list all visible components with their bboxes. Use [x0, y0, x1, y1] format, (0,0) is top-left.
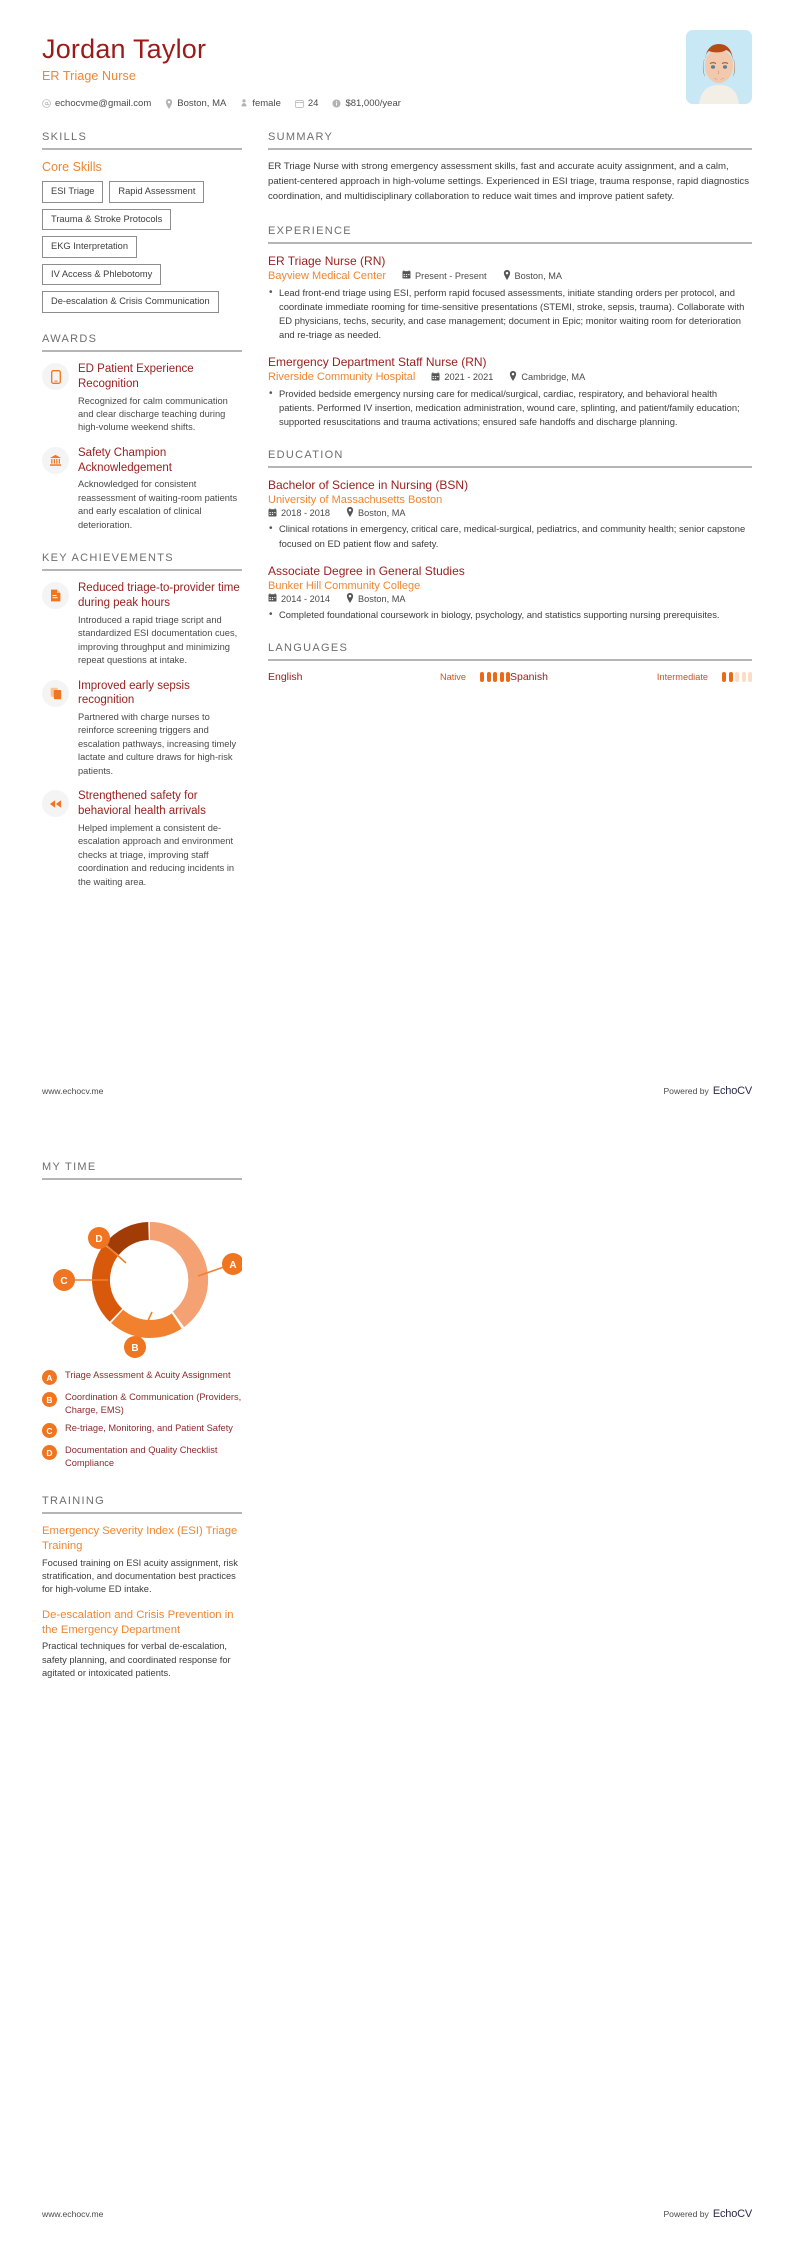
experience-meta	[268, 371, 752, 383]
section-divider	[42, 148, 242, 150]
experience-organization: Bayview Medical Center	[268, 269, 386, 282]
education-location-text: Boston, MA	[358, 508, 406, 519]
achievement-title: Improved early sepsis recognition	[78, 679, 190, 707]
education-location	[346, 507, 406, 519]
achievement-item	[42, 679, 242, 779]
calendar-icon	[295, 99, 304, 108]
contact-salary	[332, 98, 400, 109]
legend-item	[42, 1444, 242, 1469]
donut-slice-a	[150, 1222, 208, 1327]
legend-badge: C	[42, 1423, 57, 1438]
brand-name: EchoCV	[712, 2208, 752, 2220]
award-description: Acknowledged for consistent reassessment of waiting-room patients and early escalation of clinical deterioration.	[78, 479, 238, 530]
language-rating	[722, 672, 752, 682]
mobile-phone-icon	[42, 363, 69, 390]
legend-label: Coordination & Communication (Providers, Charge, EMS)	[65, 1392, 242, 1415]
experience-dates-text: Present - Present	[415, 270, 487, 281]
achievement-description: Introduced a rapid triage script and standardized ESI documentation cues, improving throughput and minimizing repeat questions at intake.	[78, 614, 238, 666]
legend-label: Triage Assessment & Acuity Assignment	[65, 1370, 231, 1380]
location-pin-icon	[503, 270, 511, 282]
skill-chip: De-escalation & Crisis Communication	[42, 291, 219, 313]
resume-page-2	[0, 1123, 794, 2246]
rating-dot	[480, 672, 484, 682]
donut-callout-b	[124, 1336, 146, 1358]
award-title: ED Patient Experience Recognition	[78, 363, 194, 390]
rating-dot	[500, 672, 504, 682]
info-icon	[332, 99, 341, 108]
skill-chip-list	[42, 181, 242, 313]
document-icon	[42, 582, 69, 609]
section-divider	[268, 659, 752, 661]
section-divider	[268, 242, 752, 244]
section-divider	[268, 148, 752, 150]
achievement-description: Partnered with charge nurses to reinforce screening triggers and escalation pathways, increasing timely lactate and culture draws for high-risk patients.	[78, 712, 237, 776]
training-item	[42, 1524, 242, 1597]
bank-icon	[42, 447, 69, 474]
contact-age	[295, 98, 319, 109]
skill-chip: Rapid Assessment	[109, 181, 204, 203]
experience-title: ER Triage Nurse (RN)	[268, 253, 386, 268]
my-time-section	[42, 1161, 242, 1469]
donut-callout-d	[88, 1227, 110, 1249]
section-divider	[42, 1178, 242, 1180]
experience-section-title: EXPERIENCE	[268, 224, 352, 237]
award-title: Safety Champion Acknowledgement	[78, 446, 172, 474]
donut-callout-a	[222, 1253, 242, 1275]
time-donut-chart	[42, 1190, 242, 1365]
rewind-icon	[42, 790, 69, 817]
powered-by-label: Powered by	[663, 1086, 709, 1096]
legend-badge: B	[42, 1392, 57, 1407]
experience-bullet: • Provided bedside emergency nursing care for medical/surgical, cardiac, respiratory, and behavioral health patients. Performed IV insertion, medication administration, wound care, splinting, and patient/family education; supported resuscitations and trauma activations; ensured safe handoffs and discharge planning.	[268, 387, 752, 429]
experience-location-text: Cambridge, MA	[521, 372, 586, 383]
svg-text:C: C	[60, 1276, 68, 1287]
experience-bullet: • Lead front-end triage using ESI, perform rapid focused assessments, initiate standing orders per protocol, and coordinate immediate rooming for time-sensitive presentations (STEMI, stroke, sepsis, trauma). Collaborate with ED physicians, techs, security, and case management; document in Epic; monitor waiting room for deterioration and re-triage as needed.	[268, 286, 752, 342]
language-item	[268, 671, 510, 683]
page2-columns	[0, 1161, 794, 1701]
donut-svg	[42, 1190, 242, 1365]
awards-section	[42, 333, 242, 532]
section-divider	[42, 350, 242, 352]
copy-icon	[42, 680, 69, 707]
rating-dot	[748, 672, 752, 682]
section-divider	[42, 569, 242, 571]
brand-name: EchoCV	[712, 1085, 752, 1097]
education-institution: Bunker Hill Community College	[268, 579, 421, 592]
location-pin-icon	[346, 593, 354, 605]
skill-chip: Trauma & Stroke Protocols	[42, 209, 171, 231]
legend-badge: A	[42, 1370, 57, 1385]
summary-section-title: SUMMARY	[268, 131, 334, 144]
education-dates-text: 2018 - 2018	[281, 508, 331, 519]
key-achievements-section-title: KEY ACHIEVEMENTS	[42, 552, 174, 565]
footer-website: www.echocv.me	[42, 2209, 104, 2219]
contact-location	[165, 98, 226, 109]
candidate-name: Jordan Taylor	[42, 34, 207, 64]
experience-organization: Riverside Community Hospital	[268, 371, 416, 384]
section-divider	[268, 466, 752, 468]
donut-callout-c	[53, 1269, 75, 1291]
achievement-title: Reduced triage-to-provider time during peak hours	[78, 582, 240, 609]
avatar	[686, 30, 752, 104]
summary-text: ER Triage Nurse with strong emergency assessment skills, fast and accurate acuity assignment, and a calm, patient-centered approach in high-volume settings. Experienced in ESI triage, trauma response, rapid diagnostics coordination, and multidisciplinary collaboration to reduce wait times and improve patient safety.	[268, 161, 750, 202]
location-pin-icon	[346, 507, 354, 519]
experience-section	[268, 225, 752, 430]
time-chart-legend	[42, 1369, 242, 1469]
experience-dates	[402, 270, 487, 281]
award-body	[78, 446, 242, 532]
education-degree: Bachelor of Science in Nursing (BSN)	[268, 478, 469, 493]
legend-label: Documentation and Quality Checklist Compliance	[65, 1445, 218, 1468]
experience-location	[509, 371, 585, 383]
powered-by	[663, 2208, 752, 2220]
identity-block	[42, 30, 401, 109]
education-institution: University of Massachusetts Boston	[268, 494, 443, 507]
education-meta	[268, 593, 752, 605]
education-dates	[268, 507, 330, 519]
language-level: Native	[439, 671, 466, 682]
summary-section	[268, 131, 752, 205]
language-rating	[480, 672, 510, 682]
rating-dot	[722, 672, 726, 682]
location-pin-icon	[509, 371, 517, 383]
experience-meta	[268, 270, 752, 282]
education-section-title: EDUCATION	[268, 449, 344, 462]
education-degree: Associate Degree in General Studies	[268, 563, 465, 578]
education-bullets	[268, 522, 752, 550]
awards-section-title: AWARDS	[42, 333, 98, 346]
training-section-title: TRAINING	[42, 1495, 105, 1508]
languages-section	[268, 642, 752, 683]
svg-text:A: A	[229, 1260, 237, 1271]
education-dates-text: 2014 - 2014	[281, 593, 331, 604]
calendar-icon	[268, 593, 277, 604]
contact-email-text: echocvme@gmail.com	[55, 98, 152, 110]
skill-chip: IV Access & Phlebotomy	[42, 264, 161, 286]
education-bullets	[268, 608, 752, 622]
location-pin-icon	[165, 99, 173, 109]
experience-location	[503, 270, 563, 282]
language-level: Intermediate	[656, 671, 708, 682]
svg-text:D: D	[95, 1234, 103, 1245]
education-location-text: Boston, MA	[358, 593, 406, 604]
svg-text:B: B	[131, 1343, 139, 1354]
footer-website: www.echocv.me	[42, 1086, 104, 1096]
page-footer	[0, 2208, 794, 2220]
contact-gender-text: female	[252, 98, 281, 110]
avatar-illustration	[686, 30, 752, 104]
my-time-section-title: MY TIME	[42, 1161, 97, 1173]
skills-section-title: SKILLS	[42, 131, 88, 144]
person-icon	[240, 99, 248, 109]
education-dates	[268, 593, 330, 605]
achievement-description: Helped implement a consistent de-escalation approach and environment checks at triage, improving staff coordination and reducing incidents in the waiting area.	[78, 822, 235, 887]
language-item	[510, 671, 752, 683]
page-footer	[0, 1085, 794, 1097]
achievement-title: Strengthened safety for behavioral health arrivals	[78, 790, 206, 818]
experience-entry	[268, 254, 752, 342]
training-description: Practical techniques for verbal de-escalation, safety planning, and coordinated response for agitated or intoxicated patients.	[42, 1641, 231, 1679]
calendar-icon	[431, 372, 440, 383]
email-icon	[42, 99, 51, 108]
languages-section-title: LANGUAGES	[268, 641, 349, 654]
rating-dot	[487, 672, 491, 682]
experience-location-text: Boston, MA	[514, 270, 562, 281]
training-item	[42, 1608, 242, 1681]
left-column	[42, 131, 242, 909]
contact-gender	[240, 98, 281, 109]
powered-by	[663, 1085, 752, 1097]
core-skills-label: Core Skills	[42, 160, 102, 175]
education-section	[268, 449, 752, 621]
education-location	[346, 593, 406, 605]
contact-location-text: Boston, MA	[177, 98, 227, 110]
section-divider	[42, 1512, 242, 1514]
education-entry	[268, 478, 752, 550]
contact-salary-text: $81,000/year	[345, 98, 401, 110]
contact-age-text: 24	[307, 98, 319, 110]
right-column	[268, 131, 752, 703]
rating-dot	[735, 672, 739, 682]
legend-item	[42, 1422, 242, 1438]
experience-title: Emergency Department Staff Nurse (RN)	[268, 355, 487, 370]
candidate-job-title: ER Triage Nurse	[42, 69, 136, 84]
award-description: Recognized for calm communication and clear discharge teaching during high-volume weekend shifts.	[78, 395, 228, 433]
skills-section	[42, 131, 242, 313]
training-section	[42, 1495, 242, 1681]
experience-bullets	[268, 387, 752, 429]
award-body	[78, 362, 242, 435]
legend-badge: D	[42, 1445, 57, 1460]
achievement-item	[42, 581, 242, 667]
education-meta	[268, 507, 752, 519]
powered-by-label: Powered by	[663, 2209, 709, 2219]
training-title: De-escalation and Crisis Prevention in the Emergency Department	[42, 1608, 234, 1636]
calendar-icon	[268, 508, 277, 519]
education-entry	[268, 564, 752, 622]
achievement-item	[42, 789, 242, 889]
experience-bullets	[268, 286, 752, 342]
experience-dates-text: 2021 - 2021	[444, 372, 494, 383]
page2-left-column	[42, 1161, 242, 1701]
training-title: Emergency Severity Index (ESI) Triage Training	[42, 1525, 238, 1552]
experience-dates	[431, 372, 493, 383]
language-name: English	[268, 670, 303, 683]
rating-dot	[742, 672, 746, 682]
legend-item	[42, 1391, 242, 1416]
resume-header	[0, 0, 794, 109]
legend-item	[42, 1369, 242, 1385]
award-item	[42, 446, 242, 532]
skill-chip: EKG Interpretation	[42, 236, 137, 258]
achievement-body	[78, 679, 242, 779]
rating-dot	[493, 672, 497, 682]
training-description: Focused training on ESI acuity assignment, risk stratification, and documentation best practices for high-volume ED intake.	[42, 1557, 238, 1595]
achievement-body	[78, 789, 242, 889]
skill-chip: ESI Triage	[42, 181, 103, 203]
language-list	[268, 671, 752, 683]
rating-dot	[729, 672, 733, 682]
calendar-icon	[402, 270, 411, 281]
legend-label: Re-triage, Monitoring, and Patient Safety	[65, 1423, 233, 1434]
language-name: Spanish	[510, 670, 548, 683]
key-achievements-section	[42, 552, 242, 889]
contact-email	[42, 98, 151, 109]
award-item	[42, 362, 242, 435]
education-bullet: • Clinical rotations in emergency, critical care, medical-surgical, pediatrics, and community health; senior capstone focused on ED patient flow and safety.	[268, 522, 752, 550]
achievement-body	[78, 581, 242, 667]
education-bullet: • Completed foundational coursework in biology, psychology, and statistics supporting nursing prerequisites.	[268, 608, 752, 622]
experience-entry	[268, 355, 752, 429]
main-columns	[0, 131, 794, 909]
contact-row	[42, 98, 401, 109]
